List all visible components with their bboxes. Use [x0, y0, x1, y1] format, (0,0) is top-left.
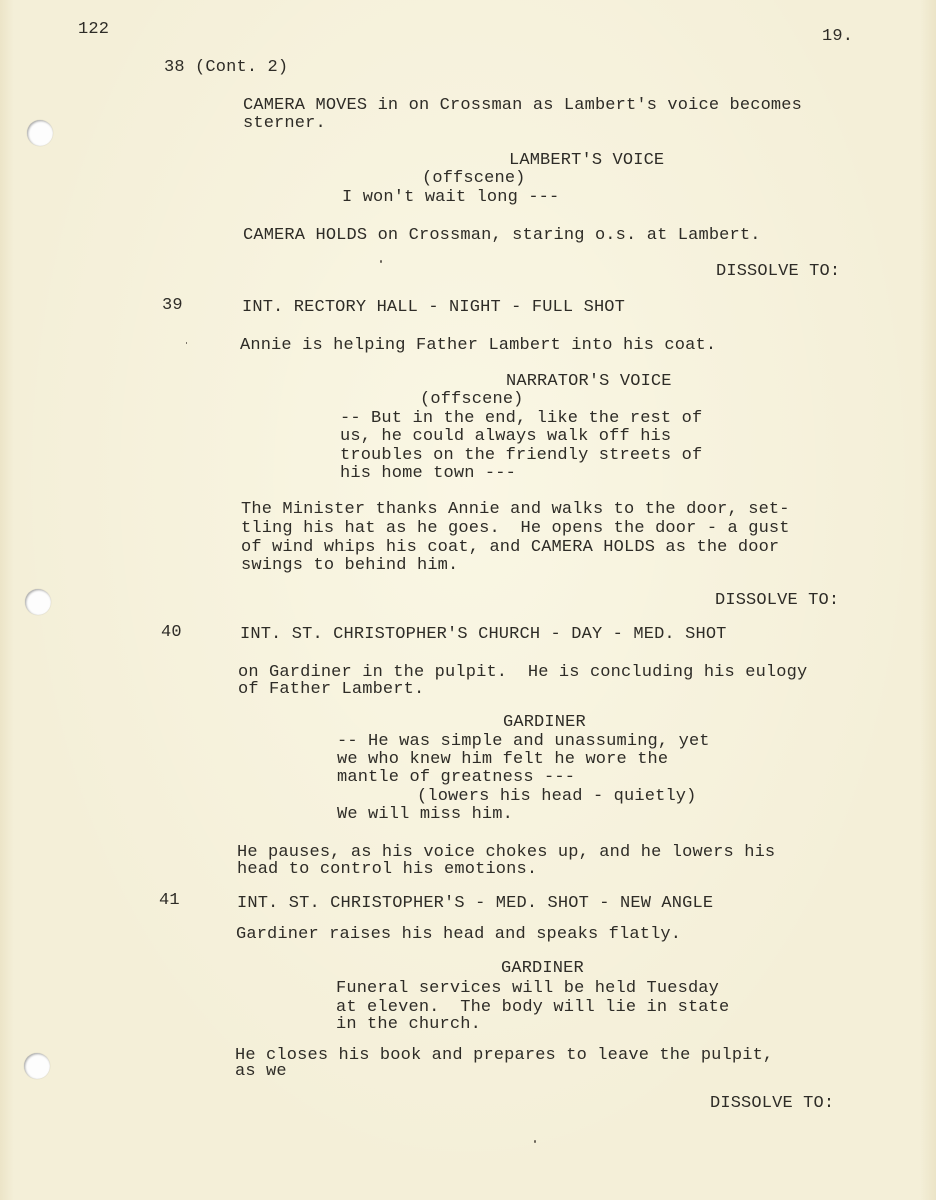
action-line: of Father Lambert.	[238, 680, 425, 699]
parenthetical: (offscene)	[422, 169, 526, 188]
paper-speck	[534, 1140, 536, 1143]
dialogue-line: in the church.	[336, 1015, 481, 1034]
binder-hole-bottom	[24, 1053, 50, 1079]
character-name: NARRATOR'S VOICE	[506, 372, 672, 391]
action-line: on Gardiner in the pulpit. He is concluding his eulogy	[238, 663, 808, 682]
action-line: Annie is helping Father Lambert into his coat.	[240, 336, 717, 355]
scene-heading: INT. ST. CHRISTOPHER'S - MED. SHOT - NEW ANGLE	[237, 894, 714, 913]
transition: DISSOLVE TO:	[716, 262, 841, 281]
dialogue-line: at eleven. The body will lie in state	[336, 998, 730, 1017]
action-line: Gardiner raises his head and speaks flatly.	[236, 925, 682, 944]
action-line: tling his hat as he goes. He opens the door - a gust	[241, 519, 790, 538]
parenthetical: (offscene)	[420, 390, 524, 409]
action-line: He pauses, as his voice chokes up, and he lowers his	[237, 843, 776, 862]
page-number: 19.	[822, 27, 854, 46]
dialogue-line: We will miss him.	[337, 805, 513, 824]
scene-number: 41	[159, 891, 180, 910]
character-name: LAMBERT'S VOICE	[509, 151, 665, 170]
scene-number: 38 (Cont. 2)	[164, 58, 289, 77]
binder-hole-middle	[25, 589, 51, 615]
character-name: GARDINER	[503, 713, 586, 732]
dialogue-line: -- But in the end, like the rest of	[340, 409, 703, 428]
dialogue-line: Funeral services will be held Tuesday	[336, 979, 720, 998]
action-line: The Minister thanks Annie and walks to the door, set-	[241, 500, 790, 519]
scene-number: 40	[161, 623, 182, 642]
dialogue-line: we who knew him felt he wore the	[337, 750, 669, 769]
scene-heading: INT. ST. CHRISTOPHER'S CHURCH - DAY - MED. SHOT	[240, 625, 727, 644]
action-line: as we	[235, 1062, 287, 1081]
binder-hole-top	[27, 120, 53, 146]
action-line: CAMERA MOVES in on Crossman as Lambert's voice becomes	[243, 96, 802, 115]
dialogue-line: troubles on the friendly streets of	[340, 446, 703, 465]
scene-number: 39	[162, 296, 183, 315]
dialogue-line: mantle of greatness ---	[337, 768, 576, 787]
action-line: of wind whips his coat, and CAMERA HOLDS as the door	[241, 538, 780, 557]
paper-speck	[186, 342, 187, 344]
dialogue-line: his home town ---	[340, 464, 516, 483]
character-name: GARDINER	[501, 959, 584, 978]
scene-heading: INT. RECTORY HALL - NIGHT - FULL SHOT	[242, 298, 626, 317]
transition: DISSOLVE TO:	[710, 1094, 835, 1113]
dialogue-line: us, he could always walk off his	[340, 427, 672, 446]
action-line: CAMERA HOLDS on Crossman, staring o.s. at Lambert.	[243, 226, 761, 245]
action-line: He closes his book and prepares to leave the pulpit,	[235, 1046, 774, 1065]
corner-number: 122	[78, 20, 110, 39]
dialogue-line: I won't wait long ---	[342, 188, 560, 207]
transition: DISSOLVE TO:	[715, 591, 840, 610]
action-line: sterner.	[243, 114, 326, 133]
parenthetical: (lowers his head - quietly)	[417, 787, 697, 806]
dialogue-line: -- He was simple and unassuming, yet	[337, 732, 710, 751]
action-line: head to control his emotions.	[237, 860, 538, 879]
paper-speck	[380, 260, 382, 263]
action-line: swings to behind him.	[241, 556, 459, 575]
